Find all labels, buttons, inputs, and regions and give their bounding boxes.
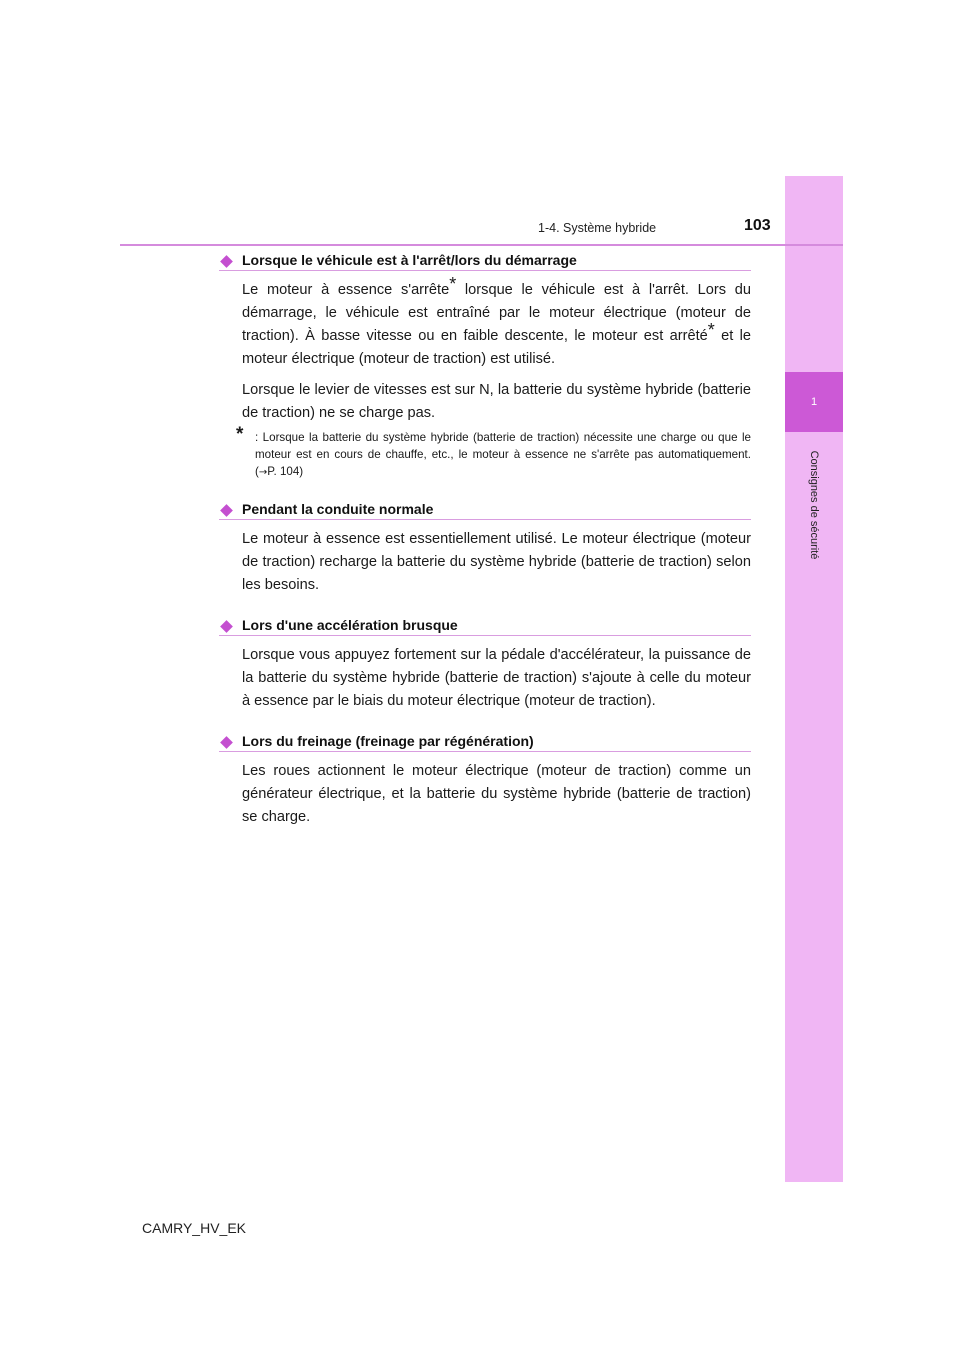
paragraph: Les roues actionnent le moteur électrique (moteur de traction) comme un générateur électrique, et la batterie du système hybride (batterie de traction) se charge. [242,763,751,825]
page-number: 103 [744,217,771,234]
diamond-bullet-icon [220,736,233,749]
diamond-bullet-icon [220,255,233,268]
chapter-label: Consignes de sécurité [808,450,820,560]
footer-code: CAMRY_HV_EK [142,1220,247,1236]
chapter-number-tab: 1 [785,372,843,432]
asterisk-mark: * [449,274,457,295]
footnote: * : Lorsque la batterie du système hybride (batterie de traction) nécessite une charge ou que le moteur est en cours de chauffe, etc., le moteur à essence ne s'arrête pas automatiquement. (→P. 104) [236,424,751,478]
paragraph: Le moteur à essence s'arrête* lorsque le véhicule est à l'arrêt. Lors du démarrage, le véhicule est entraîné par le moteur électrique (moteur de traction). À basse vitesse ou en faible descente, le moteur est arrêté* et le moteur électrique (moteur de traction) est utilisé. [242,274,751,367]
section-heading-stop-start [219,252,751,271]
section-heading-acceleration [219,617,751,636]
section-title: Lors d'une accélération brusque [242,617,458,633]
paragraph: Le moteur à essence est essentiellement utilisé. Le moteur électrique (moteur de traction) recharge la batterie du système hybride (batterie de traction) selon les besoins. [242,531,751,593]
section-heading-braking [219,733,751,752]
page-content [219,252,751,829]
asterisk-mark: * [707,320,715,341]
arrow-right-icon: → [258,467,268,478]
section-title: Pendant la conduite normale [242,501,434,517]
diamond-bullet-icon [220,504,233,517]
paragraph: Lorsque le levier de vitesses est sur N, la batterie du système hybride (batterie de traction) ne se charge pas. [242,382,751,421]
header-divider [120,244,843,246]
header-section-title: 1-4. Système hybride [538,221,657,235]
section-heading-normal-driving [219,501,751,520]
paragraph: Lorsque vous appuyez fortement sur la pédale d'accélérateur, la puissance de la batterie du système hybride (batterie de traction) s'ajoute à celle du moteur à essence par le biais du moteur électrique (moteur de traction). [242,647,751,709]
section-title: Lorsque le véhicule est à l'arrêt/lors du démarrage [242,252,577,268]
footnote-asterisk: * [236,424,244,445]
section-title: Lors du freinage (freinage par régénération) [242,733,534,749]
chapter-side-tab [785,176,843,1182]
diamond-bullet-icon [220,620,233,633]
